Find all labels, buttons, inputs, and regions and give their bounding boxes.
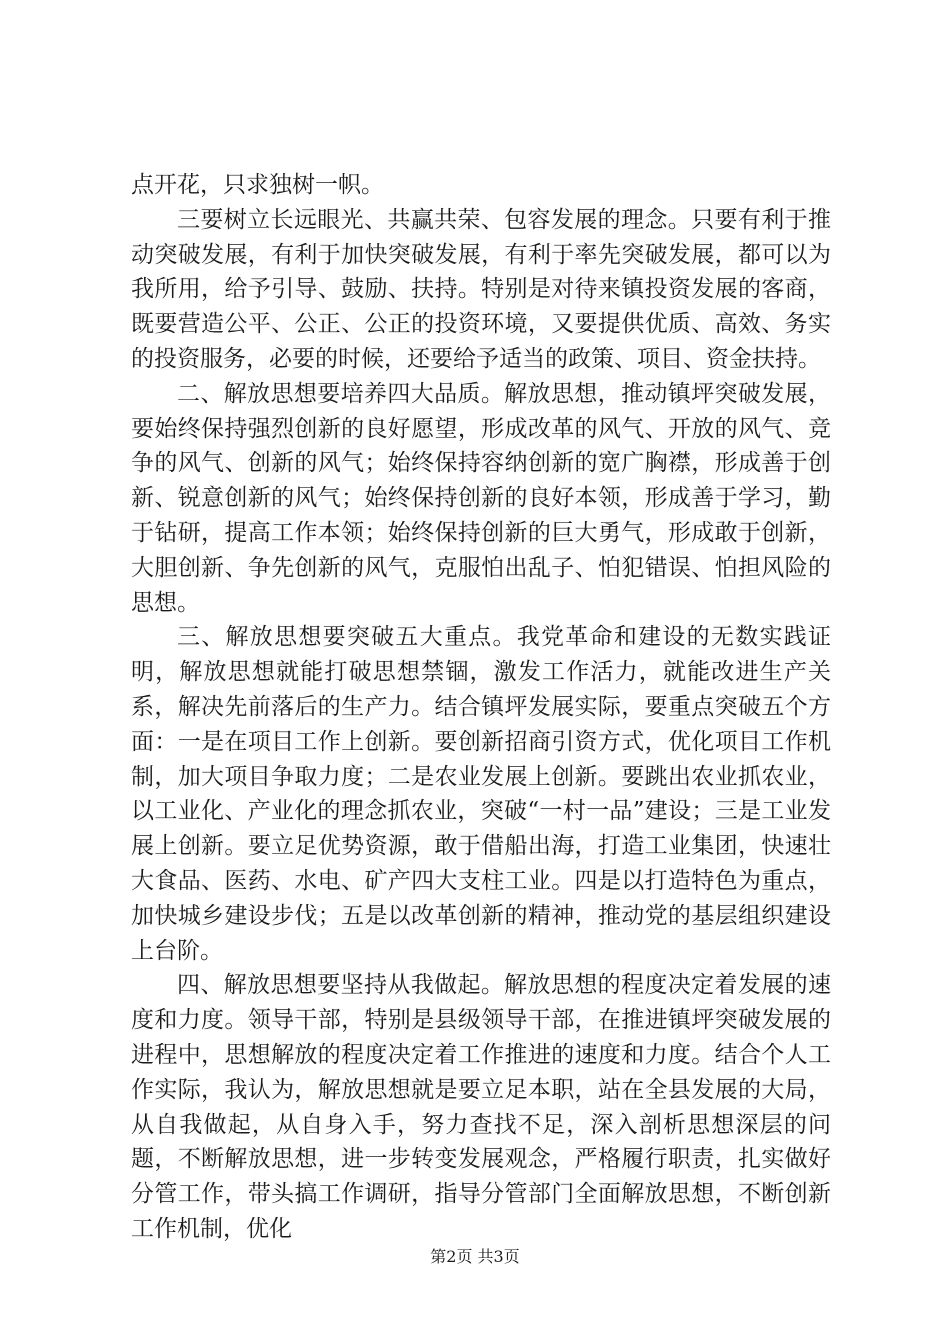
paragraph-3-long-term-vision: 三要树立长远眼光、共赢共荣、包容发展的理念。只要有利于推动突破发展，有利于加快突破发展，有利于率先突破发展，都可以为我所用，给予引导、鼓励、扶持。特别是对待来镇投资发展的客商，既要营造公平、公正、公正的投资环境，又要提供优质、高效、务实的投资服务，必要的时候，还要给予适当的政策、项目、资金扶持。: [131, 206, 831, 372]
paragraph-section-4: 四、解放思想要坚持从我做起。解放思想的程度决定着发展的速度和力度。领导干部，特别是县级领导干部，在推进镇坪突破发展的进程中，思想解放的程度决定着工作推进的速度和力度。结合个人工作实际，我认为，解放思想就是要立足本职，站在全县发展的大局，从自我做起，从自身入手，努力查找不足，深入剖析思想深层的问题，不断解放思想，进一步转变发展观念，严格履行职责，扎实做好分管工作，带头搞工作调研，指导分管部门全面解放思想，不断创新工作机制，优化: [131, 972, 831, 1242]
paragraph-section-2: 二、解放思想要培养四大品质。解放思想，推动镇坪突破发展，要始终保持强烈创新的良好愿望，形成改革的风气、开放的风气、竞争的风气、创新的风气；始终保持容纳创新的宽广胸襟，形成善于创新、锐意创新的风气；始终保持创新的良好本领，形成善于学习，勤于钻研，提高工作本领；始终保持创新的巨大勇气，形成敢于创新，大胆创新、争先创新的风气，克服怕出乱子、怕犯错误、怕担风险的思想。: [131, 380, 831, 616]
page-footer: [0, 1244, 950, 1267]
document-body: [131, 168, 831, 1247]
paragraph-section-3: 三、解放思想要突破五大重点。我党革命和建设的无数实践证明，解放思想就能打破思想禁锢，激发工作活力，就能改进生产关系，解决先前落后的生产力。结合镇坪发展实际，要重点突破五个方面：一是在项目工作上创新。要创新招商引资方式，优化项目工作机制，加大项目争取力度；二是农业发展上创新。要跳出农业抓农业，以工业化、产业化的理念抓农业，突破“一村一品”建设；三是工业发展上创新。要立足优势资源，敢于借船出海，打造工业集团，快速壮大食品、医药、水电、矿产四大支柱工业。四是以打造特色为重点，加快城乡建设步伐；五是以改革创新的精神，推动党的基层组织建设上台阶。: [131, 624, 831, 964]
paragraph-continuation: 点开花，只求独树一帜。: [131, 172, 384, 198]
page-number-label: 第2页 共3页: [430, 1247, 520, 1266]
